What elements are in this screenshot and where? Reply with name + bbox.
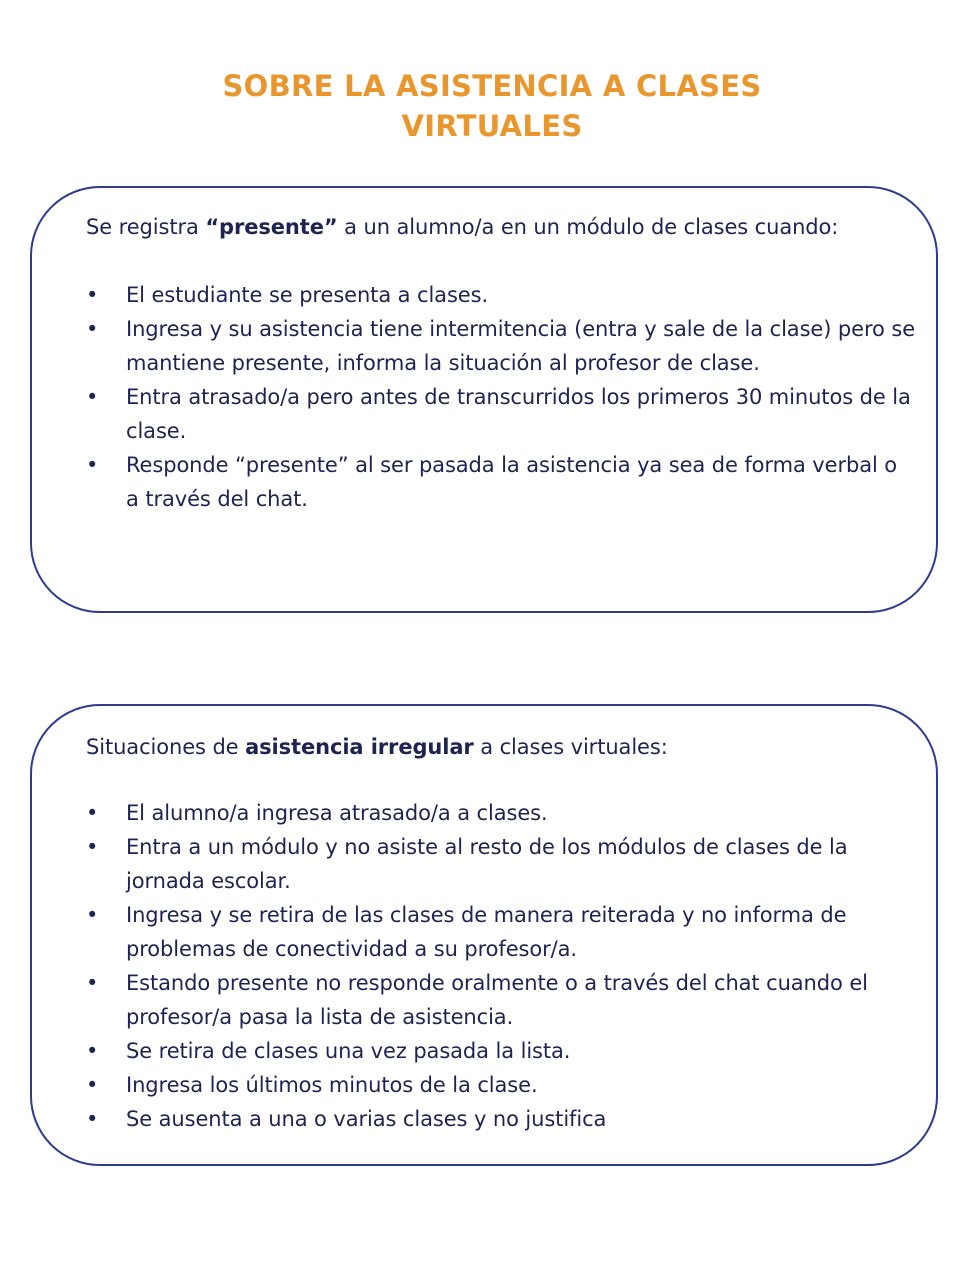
list-item bbox=[86, 898, 916, 966]
presente-intro-before: Se registra bbox=[86, 215, 206, 239]
list-item-text: Ingresa y se retira de las clases de manera reiterada y no informa de problemas de conectividad a su profesor/a. bbox=[126, 903, 847, 961]
bullet-icon: • bbox=[86, 283, 99, 307]
list-item bbox=[86, 1102, 916, 1136]
list-item-text: El alumno/a ingresa atrasado/a a clases. bbox=[126, 801, 548, 825]
list-item bbox=[86, 966, 916, 1034]
irregular-box bbox=[30, 704, 938, 1166]
title-line-2: VIRTUALES bbox=[401, 109, 583, 143]
irregular-list bbox=[86, 796, 916, 1136]
list-item bbox=[86, 278, 916, 312]
list-item bbox=[86, 312, 916, 380]
bullet-icon: • bbox=[86, 317, 99, 341]
list-item bbox=[86, 380, 916, 448]
presente-list bbox=[86, 278, 916, 516]
list-item-text: Entra a un módulo y no asiste al resto de los módulos de clases de la jornada escolar. bbox=[126, 835, 848, 893]
list-item bbox=[86, 830, 916, 898]
irregular-intro-after: a clases virtuales: bbox=[473, 735, 668, 759]
list-item-text: Se ausenta a una o varias clases y no justifica bbox=[126, 1107, 607, 1131]
irregular-intro bbox=[86, 730, 668, 764]
presente-intro bbox=[86, 210, 838, 244]
presente-box bbox=[30, 186, 938, 613]
list-item-text: Estando presente no responde oralmente o a través del chat cuando el profesor/a pasa la lista de asistencia. bbox=[126, 971, 868, 1029]
title-line-1: SOBRE LA ASISTENCIA A CLASES bbox=[222, 69, 762, 103]
list-item bbox=[86, 448, 916, 516]
bullet-icon: • bbox=[86, 903, 99, 927]
list-item bbox=[86, 1034, 916, 1068]
list-item bbox=[86, 1068, 916, 1102]
list-item-text: El estudiante se presenta a clases. bbox=[126, 283, 489, 307]
bullet-icon: • bbox=[86, 1039, 99, 1063]
bullet-icon: • bbox=[86, 835, 99, 859]
list-item bbox=[86, 796, 916, 830]
bullet-icon: • bbox=[86, 971, 99, 995]
list-item-text: Ingresa los últimos minutos de la clase. bbox=[126, 1073, 538, 1097]
list-item-text: Ingresa y su asistencia tiene intermitencia (entra y sale de la clase) pero se mantiene presente, informa la situación al profesor de clase. bbox=[126, 317, 916, 375]
bullet-icon: • bbox=[86, 801, 99, 825]
list-item-text: Entra atrasado/a pero antes de transcurridos los primeros 30 minutos de la clase. bbox=[126, 385, 911, 443]
bullet-icon: • bbox=[86, 1073, 99, 1097]
bullet-icon: • bbox=[86, 1107, 99, 1131]
list-item-text: Responde “presente” al ser pasada la asistencia ya sea de forma verbal o a través del chat. bbox=[126, 453, 898, 511]
irregular-intro-bold: asistencia irregular bbox=[245, 735, 474, 759]
presente-intro-bold: “presente” bbox=[205, 215, 338, 239]
presente-intro-after: a un alumno/a en un módulo de clases cuando: bbox=[337, 215, 839, 239]
bullet-icon: • bbox=[86, 385, 99, 409]
irregular-intro-before: Situaciones de bbox=[86, 735, 246, 759]
list-item-text: Se retira de clases una vez pasada la lista. bbox=[126, 1039, 571, 1063]
page-title bbox=[0, 66, 960, 146]
bullet-icon: • bbox=[86, 453, 99, 477]
